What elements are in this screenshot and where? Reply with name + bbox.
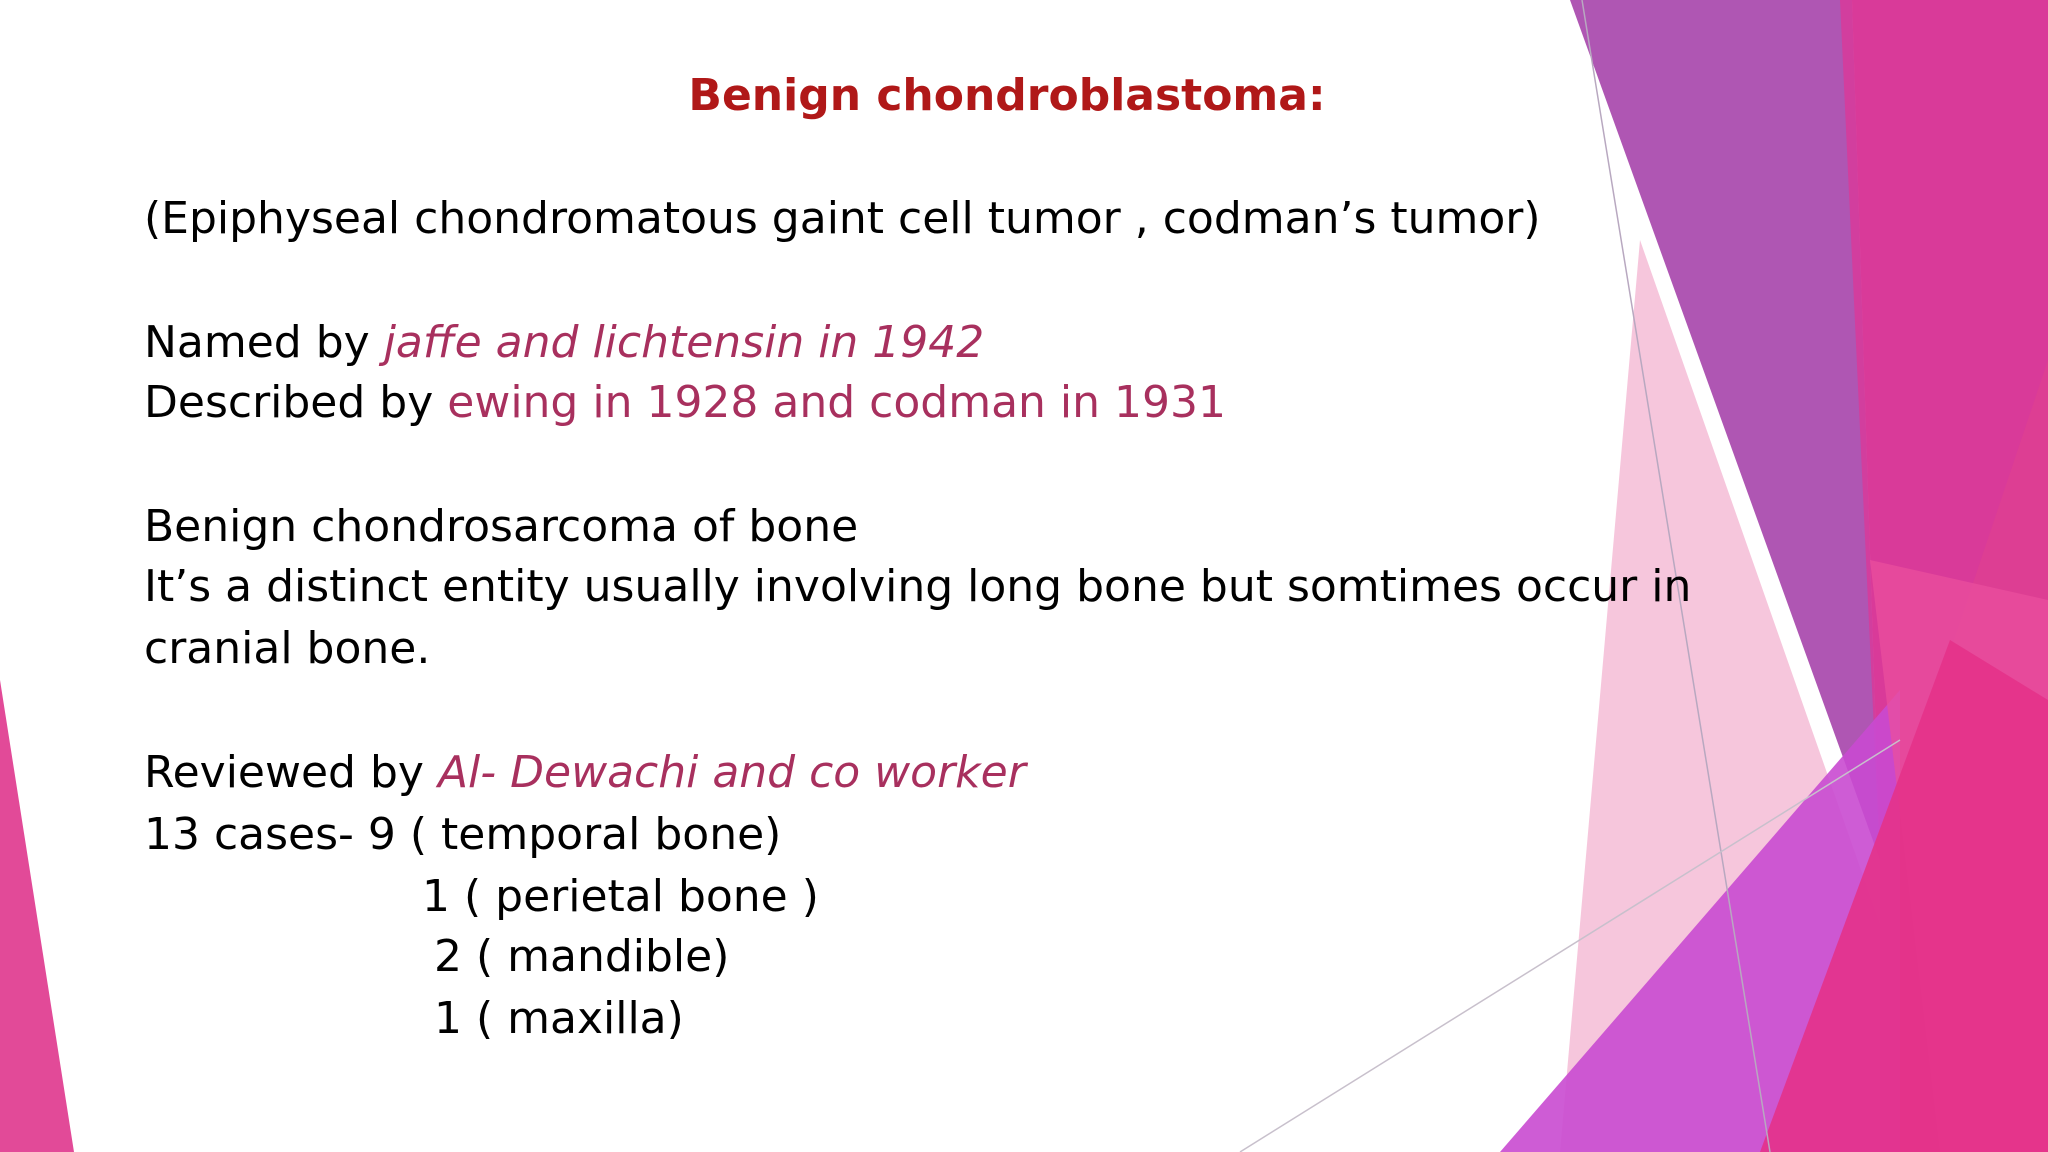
- named-by-prefix: Named by: [144, 317, 384, 368]
- synonyms-line: (Epiphyseal chondromatous gaint cell tumor , codman’s tumor): [144, 193, 1541, 244]
- described-by-names: ewing in 1928 and codman in 1931: [447, 377, 1226, 428]
- slide-title: Benign chondroblastoma:: [688, 70, 1326, 121]
- description-line-2: cranial bone.: [144, 623, 431, 674]
- named-by-line: [144, 312, 984, 374]
- described-by-line: [144, 372, 1226, 434]
- reviewed-by-line: [144, 742, 1026, 804]
- case-item: 1 ( perietal bone ): [422, 871, 819, 922]
- described-by-prefix: Described by: [144, 377, 448, 428]
- case-item: 2 ( mandible): [434, 931, 730, 982]
- case-item: 1 ( maxilla): [434, 993, 684, 1044]
- reviewed-by-names: Al- Dewachi and co worker: [437, 747, 1026, 798]
- alias-line: Benign chondrosarcoma of bone: [144, 501, 859, 552]
- cases-summary: 13 cases- 9 ( temporal bone): [144, 809, 782, 860]
- description-line-1: It’s a distinct entity usually involving long bone but somtimes occur in: [144, 561, 1692, 612]
- reviewed-by-prefix: Reviewed by: [144, 747, 438, 798]
- named-by-names: jaffe and lichtensin in 1942: [383, 317, 985, 368]
